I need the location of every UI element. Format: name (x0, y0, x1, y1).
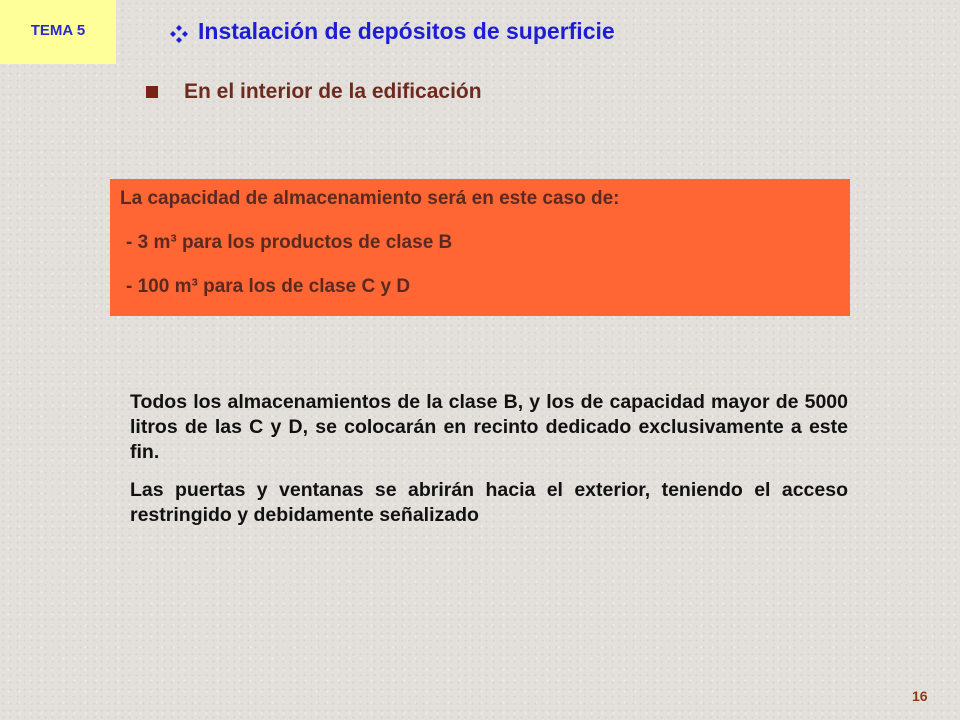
capacity-item-b: - 3 m³ para los productos de clase B (126, 232, 453, 253)
slide-title-text: Instalación de depósitos de superficie (198, 18, 615, 44)
slide-title (170, 18, 615, 45)
paragraph-doors: Las puertas y ventanas se abrirán hacia el exterior, teniendo el acceso restringido y debidamente señalizado (130, 479, 848, 526)
tema-label (0, 0, 116, 64)
capacity-item-cd: - 100 m³ para los de clase C y D (126, 276, 411, 297)
slide-subtitle-text: En el interior de la edificación (184, 80, 482, 103)
square-bullet-icon (146, 86, 158, 98)
body-text (130, 390, 848, 541)
capacity-heading: La capacidad de almacenamiento será en este caso de: (120, 188, 620, 209)
page-number: 16 (912, 688, 928, 704)
slide-subtitle (146, 80, 482, 104)
tema-text: TEMA 5 (30, 22, 86, 39)
four-diamond-icon (170, 22, 188, 40)
paragraph-storage: Todos los almacenamientos de la clase B, y los de capacidad mayor de 5000 litros de las C y D, se colocarán en recinto dedicado exclusivamente a este fin. (130, 391, 848, 463)
capacity-box (110, 179, 850, 316)
